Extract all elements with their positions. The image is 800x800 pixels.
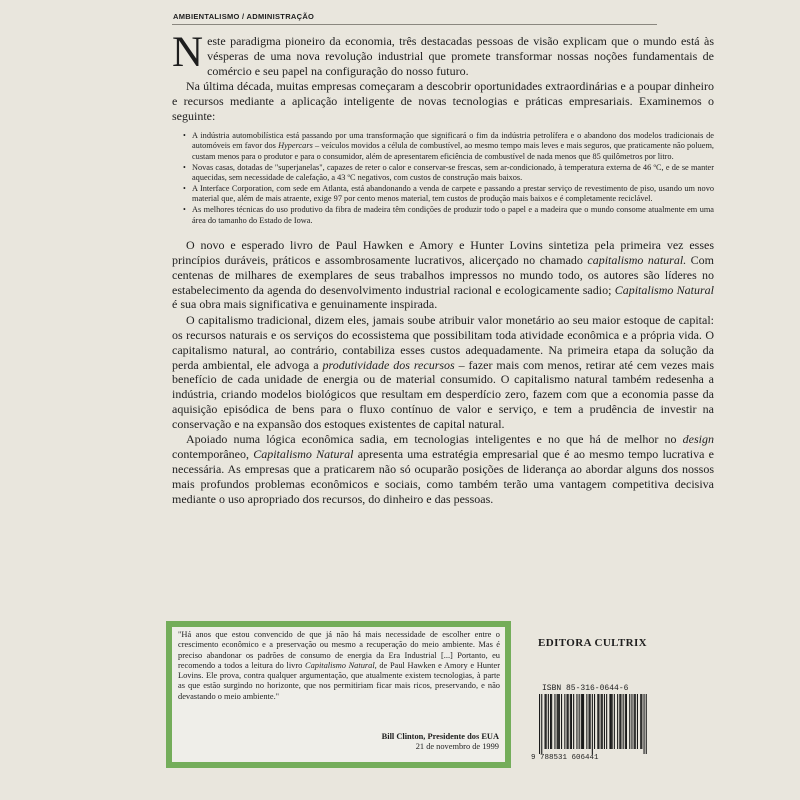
barcode-bar	[558, 694, 559, 749]
barcode-bar	[545, 694, 546, 749]
barcode-bar	[567, 694, 568, 749]
intro-paragraph: Neste paradigma pioneiro da economia, três destacadas pessoas de visão explicam que o mundo está às vésperas de uma nova revolução industrial que promete transformar nossas noções fundamentais de comércio e seu papel na configuração do nosso futuro.	[172, 29, 714, 78]
quote-attribution	[382, 732, 499, 753]
barcode-bar	[539, 694, 540, 754]
capitalism-paragraph: O capitalismo tradicional, dizem eles, jamais soube atribuir valor monetário ao seu maior estoque de capital: os recursos naturais e os serviços do ecossistema que possibilitam toda atividade econômica e a própria vida. O capitalismo natural, ao contrário, contabiliza esses custos adequadamente. Na primeira etapa da solução da perda ambiental, ele advoga a produtividade dos recursos – fazer mais com menos, retirar até cem vezes mais benefício de cada unidade de energia ou de material consumido. O capitalismo natural também redesenha a indústria, criando modelos biológicos que resultam em desperdício zero, fazem com que a economia passe da aquisição episódica de bens para o fluxo contínuo de valor e serviço, e tem a prudência de investir na conservação e na expansão dos estoques existentes de capital natural.	[172, 313, 714, 431]
barcode-bar	[571, 694, 572, 749]
drop-cap: N	[172, 29, 204, 76]
header-rule	[172, 24, 657, 25]
barcode-bar	[583, 694, 584, 749]
barcode-bar	[597, 694, 598, 749]
barcode-bar	[550, 694, 551, 749]
barcode-bar	[635, 694, 636, 749]
barcode-bar	[589, 694, 590, 749]
barcode-bar	[614, 694, 615, 749]
barcode-number: 9 788531 606441	[531, 754, 599, 762]
barcode-bar	[573, 694, 574, 749]
book-paragraph: O novo e esperado livro de Paul Hawken e Amory e Hunter Lovins sintetiza pela primeira vez esses princípios duráveis, práticos e assombrosamente lucrativos, alicerçado no chamado capitalismo natural. Com centenas de milhares de exemplares de seus trabalhos impressos no mundo todo, os autores são líderes no estabelecimento da agenda do desenvolvimento industrial racional e ecologicamente sadio; Capitalismo Natural é sua obra mais significativa e genuinamente inspirada.	[172, 238, 715, 312]
barcode-bar	[576, 694, 577, 749]
isbn-label: ISBN 85-316-0644-6	[542, 684, 629, 693]
list-item: • As melhores técnicas do uso produtivo da fibra de madeira têm condições de produzir todo o papel e a madeira que o mundo consome atualmente em uma área do tamanho do Estado de Iowa.	[183, 204, 714, 225]
barcode-bar	[631, 694, 632, 749]
barcode-bar	[586, 694, 587, 749]
blurb-body	[172, 29, 715, 507]
barcode-bar	[546, 694, 547, 749]
barcode-bar	[606, 694, 607, 749]
barcode-bar	[559, 694, 560, 749]
list-item: • A Interface Corporation, com sede em Atlanta, está abandonando a venda de carpete e passando a prestar serviço de revestimento de piso, usando um novo material que, além de mais atraente, exige 97 por cento menos material, tem custos de produção mais baixos e é completamente reciclável.	[183, 183, 714, 204]
publisher-name: EDITORA CULTRIX	[538, 637, 648, 649]
list-item: • A indústria automobilística está passando por uma transformação que significará o fim da indústria petrolífera e o abandono dos modelos tradicionais de automóveis em favor dos Hypercars – veículos movidos a célula de combustível, ao mesmo tempo mais leves e mais seguros, que praticamente não poluem, custam menos para o produtor e para o consumidor, além de apresentarem eficiência de combustível de nada menos que 85 quilômetros por litro.	[183, 130, 715, 161]
bullet-icon: •	[183, 130, 186, 140]
barcode-bar	[598, 694, 599, 749]
barcode-bar	[548, 694, 549, 749]
barcode-bar	[554, 694, 555, 749]
quote-date: 21 de novembro de 1999	[415, 742, 499, 752]
barcode-bar	[564, 694, 565, 749]
examples-list	[182, 131, 714, 226]
barcode-bar	[617, 694, 618, 749]
barcode-bar	[612, 694, 613, 749]
barcode-bar	[561, 694, 562, 749]
barcode-bar	[634, 694, 635, 749]
barcode-bar	[623, 694, 624, 749]
barcode-bar	[629, 694, 630, 749]
bullet-icon: •	[183, 183, 186, 193]
barcode-bar	[592, 694, 593, 754]
barcode-bar	[590, 694, 591, 749]
barcode-bar	[594, 694, 595, 749]
barcode-bar	[620, 694, 621, 749]
barcode-bar	[609, 694, 610, 749]
barcode-bar	[644, 694, 645, 754]
strategy-paragraph: Apoiado numa lógica econômica sadia, em tecnologias inteligentes e no que há de melhor no design contemporâneo, Capitalismo Natural apresenta uma estratégia empresarial que é ao mesmo tempo lucrativa e necessária. As empresas que a praticarem não só ocuparão posições de liderança ao abordar alguns dos nossos mais profundos problemas econômicos e sociais, como também terão uma vantagem competitiva decisiva mediante o uso apropriado dos recursos, do dinheiro e das pessoas.	[172, 432, 714, 506]
barcode-bar	[637, 694, 638, 749]
barcode-bar	[625, 694, 626, 749]
barcode-bar	[581, 694, 582, 749]
list-item: • Novas casas, dotadas de "superjanelas", capazes de reter o calor e conservar-se frescas, sem ar-condicionado, à temperatura externa de 46 ºC, e de se manter aquecidas, sem necessidade de calefação, a 43 ºC negativos, com custos de construção mais baixos.	[183, 162, 714, 183]
barcode-bar	[626, 694, 627, 749]
barcode-icon	[535, 694, 647, 754]
intro-paragraph-2: Na última década, muitas empresas começaram a descobrir oportunidades extraordinárias e a poupar dinheiro e recursos mediante a aplicação inteligente de novas tecnologias e práticas empresariais. Examinemos o seguinte:	[172, 79, 714, 123]
barcode-bar	[551, 694, 552, 749]
barcode-bar	[541, 694, 542, 754]
barcode-bar	[568, 694, 569, 749]
barcode-bar	[619, 694, 620, 749]
bullet-icon: •	[183, 204, 186, 214]
barcode-bar	[579, 694, 580, 749]
quote-author: Bill Clinton, Presidente dos EUA	[381, 732, 499, 741]
barcode-bar	[646, 694, 647, 754]
barcode-bar	[582, 694, 583, 749]
clinton-quote: "Há anos que estou convencido de que já não há mais necessidade de escolher entre o crescimento econômico e a preservação ou mesmo a recuperação do meio ambiente. Mas é preciso abandonar os padrões de consumo de energia da Era Industrial [...] Portanto, eu recomendo a todos a leitura do livro Capitalismo Natural, de Paul Hawken e Amory e Hunter Lovins. Ele prova, contra qualquer argumentação, que atualmente existem tecnologias, à parte as que estão surgindo no horizonte, que nos permitiriam ficar mais ricos, preservando, e não devastando o meio ambiente."	[178, 630, 501, 701]
barcode-bar	[641, 694, 642, 749]
barcode-bar	[640, 694, 641, 749]
quote-box	[172, 627, 505, 762]
barcode-bar	[601, 694, 602, 749]
barcode-bar	[611, 694, 612, 749]
barcode-bar	[570, 694, 571, 749]
barcode-bar	[557, 694, 558, 749]
barcode-bar	[602, 694, 603, 749]
barcode-bar	[604, 694, 605, 749]
category-label: AMBIENTALISMO / ADMINISTRAÇÃO	[173, 12, 315, 21]
bullet-icon: •	[183, 162, 186, 172]
